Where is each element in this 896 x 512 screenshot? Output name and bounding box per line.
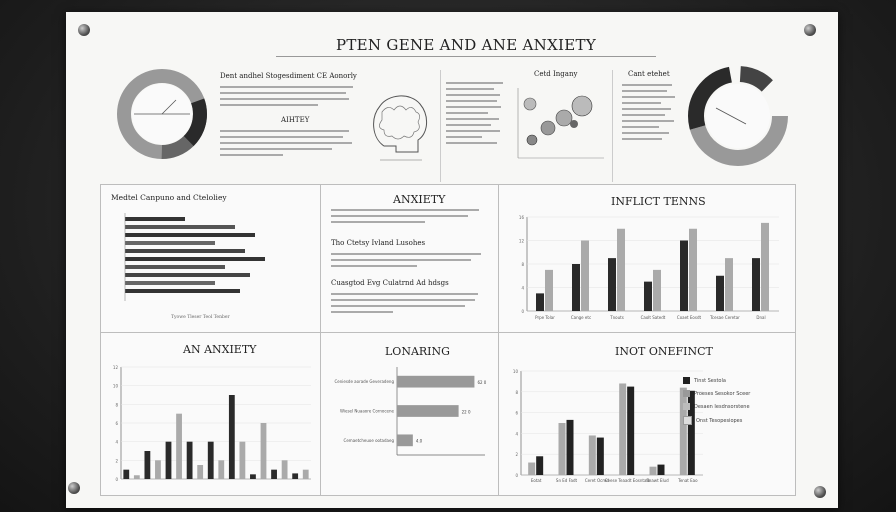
bar (725, 258, 733, 311)
pushpin (804, 24, 816, 36)
category-label: Caolt Satedt (640, 315, 666, 320)
bar (716, 276, 724, 311)
tick-label: 0 (521, 309, 524, 314)
panel-lonaring (320, 332, 500, 496)
bar (644, 282, 652, 311)
bar (397, 434, 413, 446)
bar (689, 229, 697, 311)
chart-legend (683, 377, 750, 431)
bar (589, 435, 596, 475)
tick-label: 6 (515, 410, 518, 416)
bar (229, 395, 235, 479)
bar (271, 470, 277, 479)
tick-label: 2 (515, 452, 518, 458)
bar (250, 474, 256, 479)
text-block (446, 82, 506, 148)
bar (680, 241, 688, 312)
subhead-left: Dent andhel Stogesdiment CE Aonorly (220, 72, 357, 80)
subhead-c1: Cetd Ingany (534, 70, 578, 78)
bar-chart-inflict-tenns (509, 213, 789, 329)
bar (536, 456, 543, 475)
category-label: Ceret Ocmd (584, 478, 609, 483)
bar (397, 405, 459, 417)
bar (536, 293, 544, 311)
bar (761, 223, 769, 311)
category-label: Cemaetcheuoe ootadaeg (343, 437, 394, 443)
panel-footer: Tyowe Tleser Teol Tenber (171, 315, 230, 320)
panel-anxiety (320, 184, 500, 334)
bar (155, 460, 161, 479)
category-label: Ceniesde aorade Geveradeng (334, 379, 394, 385)
tick-label: 16 (518, 215, 524, 220)
category-label: Eotat (530, 478, 542, 483)
bar (303, 470, 309, 479)
text-block (220, 130, 360, 160)
panel-title: Medtel Canpuno and Cteloliey (111, 193, 227, 202)
bar (282, 460, 288, 479)
bar (619, 383, 626, 475)
subhead-mid: AIHTEY (281, 116, 310, 124)
poster (66, 12, 838, 508)
donut-chart-left (114, 66, 210, 162)
pushpin (814, 486, 826, 498)
text-block (331, 209, 487, 227)
bar (239, 442, 245, 479)
pushpin (68, 482, 80, 494)
text-block (220, 86, 360, 110)
panel-title: INOT ONEFINCT (615, 345, 713, 358)
bar (752, 258, 760, 311)
tick-label: 6 (115, 421, 118, 426)
category-label: Sn Ed Fadt (555, 478, 578, 483)
category-label: Tcesae Ceretar (710, 315, 740, 320)
legend-item: Tinst Sestola (683, 377, 750, 384)
bar (608, 258, 616, 311)
data-label: 62 0 (477, 380, 487, 386)
data-label: 4.0 (415, 438, 423, 444)
donut-chart-right (686, 64, 790, 168)
pushpin (78, 24, 90, 36)
tick-label: 2 (115, 458, 118, 464)
tick-label: 0 (115, 477, 118, 482)
bar (650, 467, 657, 475)
category-label: Dnal (756, 315, 766, 320)
tick-label: 12 (518, 238, 524, 244)
bar (528, 463, 535, 475)
tick-label: 8 (515, 389, 518, 395)
tick-label: 10 (112, 383, 118, 389)
bar (261, 423, 267, 479)
bullet-list (622, 84, 678, 144)
panel-inot-onefinct (498, 332, 796, 496)
bar (144, 451, 150, 479)
category-label: Tenat Eao (678, 478, 698, 483)
bar (187, 442, 193, 479)
panel-inflict-tenns (498, 184, 796, 334)
bar (197, 465, 203, 479)
bar (658, 465, 665, 475)
category-label: Seawt Elud (646, 478, 669, 483)
tick-label: 4 (521, 285, 524, 291)
panel-subtitle: Tho Ctetsy Ivland Lusohes (331, 239, 426, 247)
bar (208, 442, 214, 479)
bar-chart-an-anxiety (107, 361, 317, 491)
tick-label: 4 (115, 439, 118, 445)
divider (440, 70, 441, 182)
poster-title: PTEN GENE AND ANE ANXIETY (335, 36, 597, 54)
bar (123, 470, 129, 479)
text-block (331, 293, 487, 317)
legend-item: Onst Tesopesiopes (683, 416, 750, 425)
panel-an-anxiety (100, 332, 322, 496)
bar (545, 270, 553, 311)
bar (134, 475, 140, 479)
data-label: 22 0 (461, 409, 471, 415)
category-label: Prpe Tolar (535, 315, 555, 320)
scatter-bubble-plot (512, 84, 608, 166)
bar (597, 438, 604, 475)
bar (292, 473, 298, 479)
hbar-chart-lonaring (327, 363, 495, 463)
bar (218, 460, 224, 479)
category-label: Cange etc (570, 315, 592, 320)
bar-chart-inot-onefinct (507, 365, 707, 493)
bar (627, 387, 634, 475)
tick-label: 10 (512, 369, 518, 374)
panel-title: AN ANXIETY (183, 343, 257, 356)
bar (166, 442, 172, 479)
bar (617, 229, 625, 311)
category-label: Tnouts (610, 315, 624, 320)
subhead-c2: Cant etehet (628, 70, 670, 78)
category-label: Wiesel Nuaaore Cornocene (340, 408, 394, 414)
panel-title: ANXIETY (393, 193, 446, 206)
panel-subtitle: Cuasgtod Evg Culatrnd Ad hdsgs (331, 279, 449, 287)
bar (176, 414, 182, 479)
legend-item: Desaen Iesdnsorstene (683, 403, 750, 410)
brain-head-icon (366, 82, 434, 168)
tick-label: 0 (515, 473, 518, 478)
tick-label: 12 (112, 365, 118, 370)
tick-label: 4 (515, 431, 518, 437)
tick-label: 8 (115, 402, 118, 408)
horizontal-bars (113, 211, 313, 321)
category-label: Coaet Eosdt (676, 315, 702, 320)
bar (559, 423, 566, 475)
tick-label: 8 (521, 262, 524, 267)
bar (397, 376, 474, 388)
bar (581, 241, 589, 312)
panel-title: INFLICT TENNS (611, 195, 706, 208)
legend-item: Proeses Sesokor Sceer (683, 390, 750, 397)
category-label: Ceese Teaadt Eosntatt (604, 478, 650, 483)
panel-medtel (100, 184, 322, 334)
title-divider (276, 56, 656, 57)
panel-title: LONARING (385, 345, 450, 358)
bar (567, 420, 574, 475)
bar (572, 264, 580, 311)
divider (612, 70, 613, 182)
text-block (331, 253, 487, 271)
bar (653, 270, 661, 311)
